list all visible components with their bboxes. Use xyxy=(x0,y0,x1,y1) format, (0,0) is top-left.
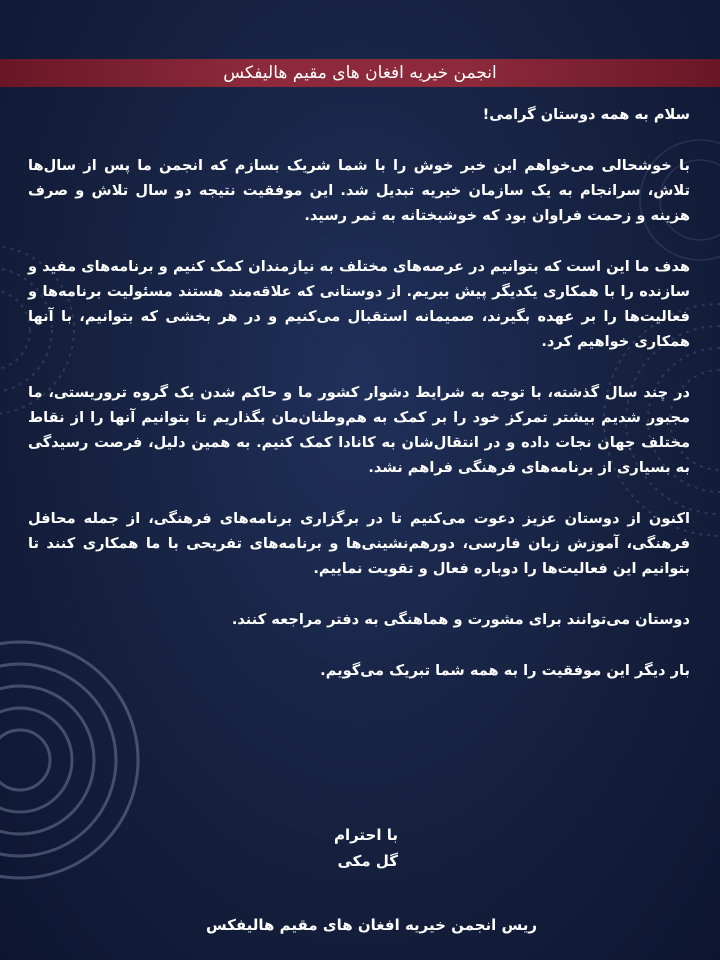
page-title: انجمن خیریه افغان های مقیم هالیفکس xyxy=(223,63,497,83)
letter-body xyxy=(28,102,690,709)
paragraph: هدف ما این است که بتوانیم در عرصه‌های مختلف به نیازمندان کمک کنیم و برنامه‌های مفید و سازنده را با همکاری یکدیگر پیش ببریم. از دوستانی که علاقه‌مند هستند مسئولیت برنامه‌ها و فعالیت‌ها را بر عهده بگیرند، صمیمانه استقبال می‌کنیم و در هر بخشی که بتوانیم، با آنها همکاری خواهیم کرد. xyxy=(28,258,690,350)
closing: با احترام xyxy=(333,826,398,844)
paragraph: دوستان می‌توانند برای مشورت و هماهنگی به دفتر مراجعه کنند. xyxy=(231,611,690,628)
signer-title: ریس انجمن خیریه افغان های مقیم هالیفکس xyxy=(205,916,537,934)
paragraph: در چند سال گذشته، با توجه به شرایط دشوار کشور ما و حاکم شدن یک گروه تروریستی، ما مجبور شدیم بیشتر تمرکز خود را بر کمک به هم‌وطنان‌مان بگذاریم تا بتوانیم آنها را از نقاط مختلف جهان نجات داده و در انتقال‌شان به کانادا کمک کنیم. به همین دلیل، فرصت رسیدگی به بسیاری از برنامه‌های فرهنگی فراهم نشد. xyxy=(28,384,690,476)
greeting: سلام به همه دوستان گرامی! xyxy=(482,106,690,123)
paragraph: بار دیگر این موفقیت را به همه شما تبریک می‌گویم. xyxy=(320,662,690,679)
signer-name: گل مکی xyxy=(337,852,398,870)
paragraph: با خوشحالی می‌خواهم این خبر خوش را با شما شریک بسازم که انجمن ما پس از سال‌ها تلاش، سرانجام به یک سازمان خیریه تبدیل شد. این موفقیت نتیجه دو سال تلاش و صرف هزینه و زحمت فراوان بود که خوشبختانه به ثمر رسید. xyxy=(28,157,690,224)
paragraph: اکنون از دوستان عزیز دعوت می‌کنیم تا در برگزاری برنامه‌های فرهنگی، از جمله محافل فرهنگی، آموزش زبان فارسی، دورهم‌نشینی‌ها و برنامه‌های تفریحی با ما همکاری کنند تا بتوانیم این فعالیت‌ها را دوباره فعال و تقویت نماییم. xyxy=(28,510,690,577)
header-bar xyxy=(0,59,720,87)
